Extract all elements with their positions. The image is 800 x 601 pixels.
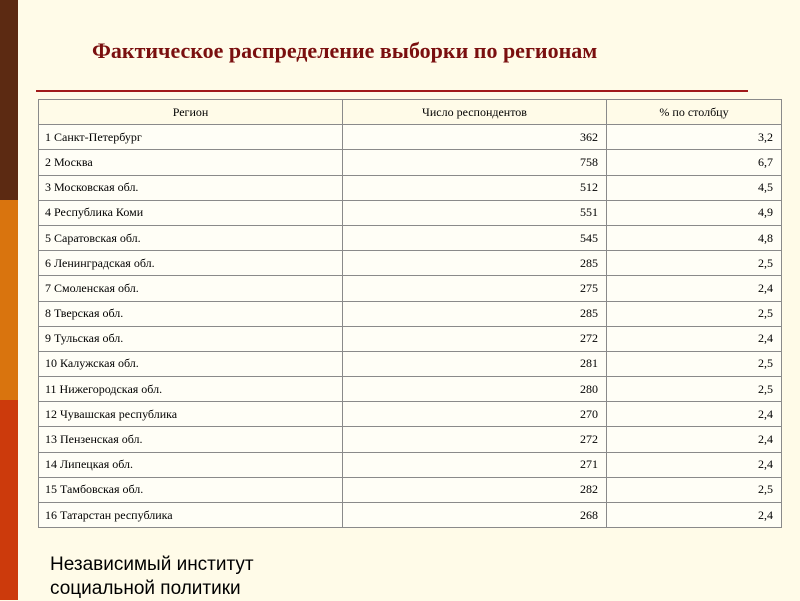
table-row [39,276,782,301]
table-row [39,301,782,326]
cell-percent: 2,5 [607,477,782,502]
table-row [39,225,782,250]
sidebar-segment-top [0,0,18,200]
table-row [39,452,782,477]
table-row [39,326,782,351]
cell-respondents: 275 [343,276,607,301]
cell-percent: 4,9 [607,200,782,225]
cell-respondents: 512 [343,175,607,200]
cell-percent: 2,4 [607,402,782,427]
cell-region: 3 Московская обл. [39,175,343,200]
cell-percent: 2,5 [607,351,782,376]
cell-percent: 6,7 [607,150,782,175]
table-row [39,377,782,402]
table-row [39,351,782,376]
page-title: Фактическое распределение выборки по регионам [92,38,598,63]
cell-respondents: 551 [343,200,607,225]
cell-respondents: 272 [343,326,607,351]
cell-respondents: 285 [343,301,607,326]
cell-percent: 2,4 [607,326,782,351]
table-body [39,125,782,528]
cell-region: 12 Чувашская республика [39,402,343,427]
table-row [39,125,782,150]
cell-respondents: 285 [343,251,607,276]
cell-respondents: 270 [343,402,607,427]
cell-percent: 4,8 [607,225,782,250]
table-row [39,427,782,452]
cell-respondents: 271 [343,452,607,477]
regions-table [38,99,782,528]
footer-line-1: Независимый институт [50,554,254,575]
table-header-row [39,100,782,125]
table-row [39,200,782,225]
sidebar-segment-bottom [0,400,18,600]
cell-region: 2 Москва [39,150,343,175]
title-divider [36,90,748,92]
cell-respondents: 280 [343,377,607,402]
cell-respondents: 545 [343,225,607,250]
cell-respondents: 758 [343,150,607,175]
cell-region: 4 Республика Коми [39,200,343,225]
cell-region: 9 Тульская обл. [39,326,343,351]
table-row [39,477,782,502]
cell-region: 7 Смоленская обл. [39,276,343,301]
cell-region: 1 Санкт-Петербург [39,125,343,150]
cell-respondents: 281 [343,351,607,376]
table-row [39,503,782,528]
cell-respondents: 362 [343,125,607,150]
cell-region: 14 Липецкая обл. [39,452,343,477]
cell-percent: 3,2 [607,125,782,150]
cell-percent: 2,4 [607,503,782,528]
cell-region: 5 Саратовская обл. [39,225,343,250]
cell-respondents: 268 [343,503,607,528]
footer-line-2: социальной политики [50,578,241,599]
cell-region: 11 Нижегородская обл. [39,377,343,402]
cell-region: 10 Калужская обл. [39,351,343,376]
cell-percent: 2,4 [607,276,782,301]
sidebar-segment-middle [0,200,18,400]
table-row [39,150,782,175]
footer-organization [50,553,254,601]
table-row [39,251,782,276]
column-header-respondents: Число респондентов [343,100,607,125]
cell-percent: 2,4 [607,452,782,477]
column-header-region: Регион [39,100,343,125]
cell-region: 16 Татарстан республика [39,503,343,528]
table-row [39,402,782,427]
cell-region: 6 Ленинградская обл. [39,251,343,276]
cell-percent: 2,5 [607,377,782,402]
cell-respondents: 282 [343,477,607,502]
cell-region: 13 Пензенская обл. [39,427,343,452]
cell-percent: 4,5 [607,175,782,200]
table-row [39,175,782,200]
cell-respondents: 272 [343,427,607,452]
cell-percent: 2,5 [607,251,782,276]
cell-region: 8 Тверская обл. [39,301,343,326]
cell-percent: 2,4 [607,427,782,452]
cell-percent: 2,5 [607,301,782,326]
column-header-percent: % по столбцу [607,100,782,125]
cell-region: 15 Тамбовская обл. [39,477,343,502]
